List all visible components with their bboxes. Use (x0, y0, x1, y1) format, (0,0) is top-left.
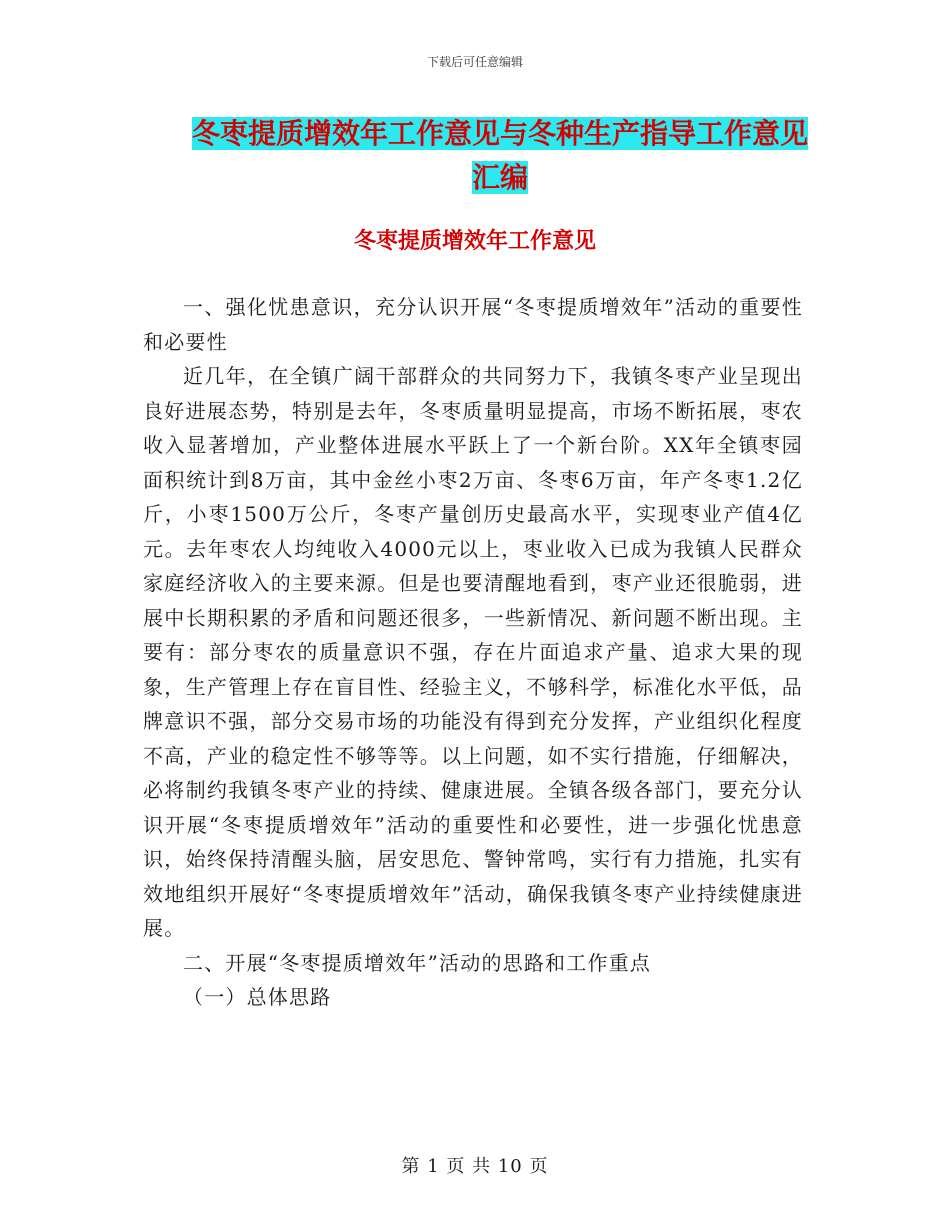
paragraph-body: 近几年，在全镇广阔干部群众的共同努力下，我镇冬枣产业呈现出良好进展态势，特别是去年，冬枣质量明显提高，市场不断拓展，枣农收入显著增加，产业整体进展水平跃上了一个新台阶。XX年全镇枣园面积统计到8万亩，其中金丝小枣2万亩、冬枣6万亩，年产冬枣1.2亿斤，小枣1500万公斤，冬枣产量创历史最高水平，实现枣业产值4亿元。去年枣农人均纯收入4000元以上，枣业收入已成为我镇人民群众家庭经济收入的主要来源。但是也要清醒地看到，枣产业还很脆弱，进展中长期积累的矛盾和问题还很多，一些新情况、新问题不断出现。主要有：部分枣农的质量意识不强，存在片面追求产量、追求大果的现象，生产管理上存在盲目性、经验主义，不够科学，标准化水平低，品牌意识不强，部分交易市场的功能没有得到充分发挥，产业组织化程度不高，产业的稳定性不够等等。以上问题，如不实行措施，仔细解决，必将制约我镇冬枣产业的持续、健康进展。全镇各级各部门，要充分认识开展“冬枣提质增效年”活动的重要性和必要性，进一步强化忧患意识，始终保持清醒头脑，居安思危、警钟常鸣，实行有力措施，扎实有效地组织开展好“冬枣提质增效年”活动，确保我镇冬枣产业持续健康进展。 (143, 364, 803, 940)
document-title-text: 冬枣提质增效年工作意见与冬种生产指导工作意见汇编 (191, 117, 808, 194)
section-title: 冬枣提质增效年工作意见 (353, 228, 596, 254)
document-title (190, 112, 810, 200)
page-number: 第 1 页 共 10 页 (401, 1156, 549, 1177)
paragraph-subheading: （一）总体思路 (183, 985, 332, 1009)
header-note: 下载后可任意编辑 (426, 55, 523, 69)
document-body (143, 290, 803, 1015)
paragraph-heading-one: 一、强化忧患意识，充分认识开展“冬枣提质增效年”活动的重要性和必要性 (143, 295, 803, 354)
paragraph-heading-two: 二、开展“冬枣提质增效年”活动的思路和工作重点 (183, 950, 652, 975)
